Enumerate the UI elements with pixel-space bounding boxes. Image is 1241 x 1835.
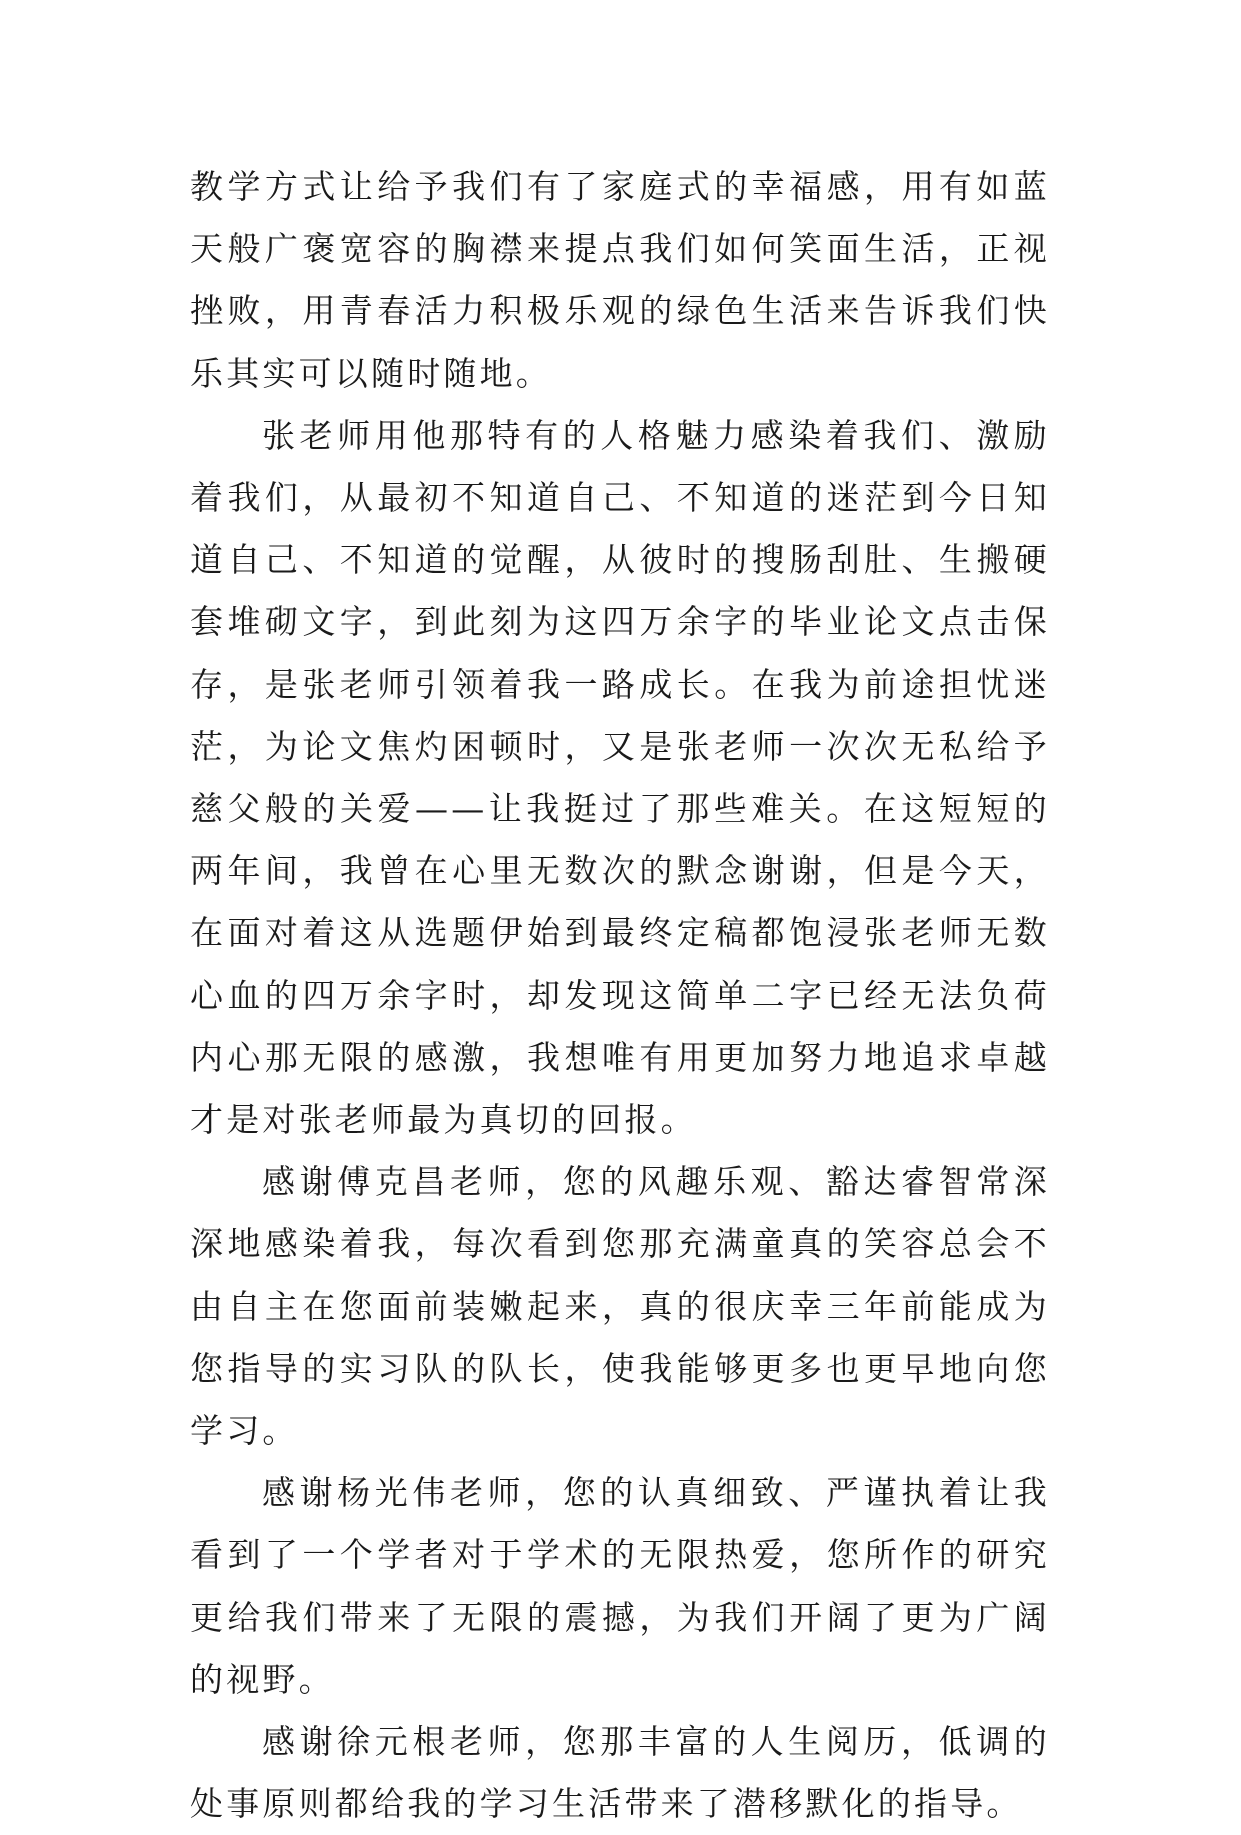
document-body xyxy=(190,156,1050,1835)
paragraph-teacher-fu: 感谢傅克昌老师，您的风趣乐观、豁达睿智常深深地感染着我，每次看到您那充满童真的笑容总会不由自主在您面前装嫩起来，真的很庆幸三年前能成为您指导的实习队的队长，使我能够更多也更早地向您学习。 xyxy=(190,1162,1050,1451)
paragraph-teacher-xu: 感谢徐元根老师，您那丰富的人生阅历，低调的处事原则都给我的学习生活带来了潜移默化的指导。 xyxy=(190,1722,1050,1824)
paragraph-teacher-yang: 感谢杨光伟老师，您的认真细致、严谨执着让我看到了一个学者对于学术的无限热爱，您所作的研究更给我们带来了无限的震撼，为我们开阔了更为广阔的视野。 xyxy=(190,1473,1050,1699)
paragraph-teacher-zhang: 张老师用他那特有的人格魅力感染着我们、激励着我们，从最初不知道自己、不知道的迷茫到今日知道自己、不知道的觉醒，从彼时的搜肠刮肚、生搬硬套堆砌文字，到此刻为这四万余字的毕业论文点击保存，是张老师引领着我一路成长。在我为前途担忧迷茫，为论文焦灼困顿时，又是张老师一次次无私给予慈父般的关爱——让我挺过了那些难关。在这短短的两年间，我曾在心里无数次的默念谢谢，但是今天，在面对着这从选题伊始到最终定稿都饱浸张老师无数心血的四万余字时，却发现这简单二字已经无法负荷内心那无限的感激，我想唯有用更加努力地追求卓越才是对张老师最为真切的回报。 xyxy=(190,415,1050,1140)
paragraph-continuation: 教学方式让给予我们有了家庭式的幸福感，用有如蓝天般广褒宽容的胸襟来提点我们如何笑面生活，正视挫败，用青春活力积极乐观的绿色生活来告诉我们快乐其实可以随时随地。 xyxy=(190,167,1050,393)
